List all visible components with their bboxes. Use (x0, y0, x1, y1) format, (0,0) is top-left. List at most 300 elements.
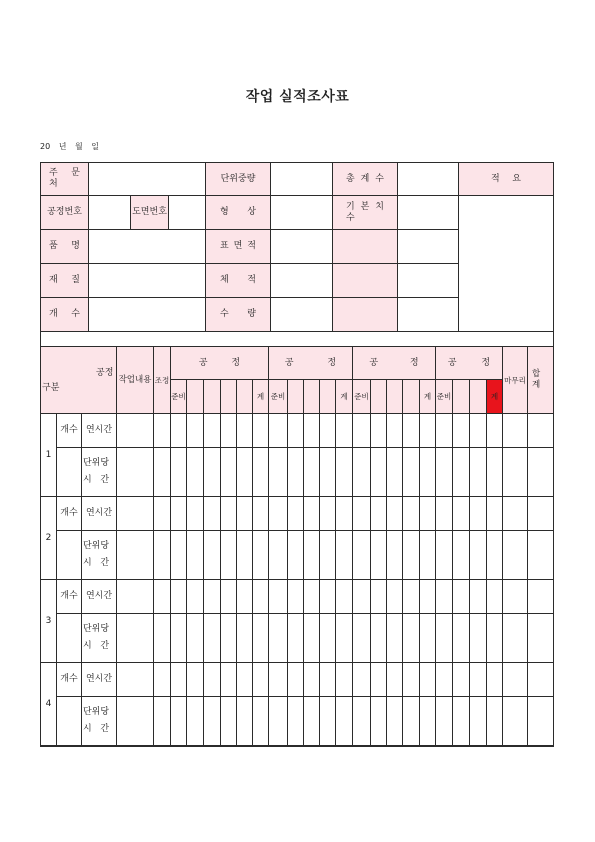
subtotal-column-header-text: 계 (423, 392, 432, 401)
process-group-header (268, 346, 353, 380)
label-cell-empty (332, 297, 398, 332)
corner-process-label: 공정 (96, 368, 114, 378)
label-surface-area-text: 표 면 적 (220, 241, 256, 251)
field-empty (397, 297, 459, 332)
entry-cell (268, 496, 288, 531)
label-cell-empty (332, 229, 398, 264)
field-shape (270, 195, 333, 230)
entry-cell (386, 662, 403, 697)
entry-cell (186, 413, 204, 448)
entry-cell (386, 496, 403, 531)
prep-column-header (435, 379, 453, 414)
label-remarks-text: 적 요 (491, 173, 521, 184)
entry-cell (335, 447, 353, 497)
count-label-text: 개수 (60, 674, 78, 684)
entry-cell (303, 530, 320, 580)
entry-cell (486, 447, 503, 497)
entry-cell (319, 579, 336, 614)
field-empty (397, 229, 459, 264)
step-column-header (303, 379, 320, 414)
total-time-label (81, 413, 117, 448)
label-item-name-text: 품 명 (49, 241, 80, 251)
row-group-number-text: 2 (45, 532, 52, 543)
entry-cell (252, 613, 269, 663)
count-label (56, 413, 82, 448)
field-empty (397, 263, 459, 298)
entry-cell (252, 696, 269, 746)
entry-cell (502, 579, 528, 614)
entry-cell (469, 413, 487, 448)
field-piece-count (88, 297, 206, 332)
entry-cell (452, 662, 470, 697)
entry-cell (153, 413, 171, 448)
field-remarks (458, 195, 554, 332)
entry-cell (220, 496, 237, 531)
entry-cell (153, 496, 171, 531)
step-column-header (220, 379, 237, 414)
count-label (56, 579, 82, 614)
prep-column-header (352, 379, 371, 414)
entry-cell (452, 530, 470, 580)
entry-cell (303, 579, 320, 614)
entry-cell (527, 496, 554, 531)
entry-cell (268, 662, 288, 697)
entry-cell (452, 413, 470, 448)
row-group-number (40, 579, 57, 663)
unit-time-line: 단위당 (82, 541, 110, 551)
label-item-name (40, 229, 89, 264)
entry-cell (502, 662, 528, 697)
entry-cell (170, 496, 187, 531)
label-unit-weight (205, 162, 271, 196)
entry-cell (116, 696, 154, 746)
entry-cell (435, 662, 453, 697)
entry-cell (335, 579, 353, 614)
entry-cell (319, 447, 336, 497)
entry-cell (469, 613, 487, 663)
entry-cell (469, 530, 487, 580)
entry-cell (303, 496, 320, 531)
entry-cell (370, 579, 387, 614)
entry-cell (386, 447, 403, 497)
entry-cell (236, 496, 253, 531)
total-time-label (81, 496, 117, 531)
entry-cell (527, 696, 554, 746)
entry-cell (386, 613, 403, 663)
entry-cell (370, 613, 387, 663)
unit-time-line: 시 간 (82, 558, 110, 568)
unit-time-line: 시 간 (82, 641, 110, 651)
field-drawing-no (168, 195, 206, 230)
header-work-content-text: 작업내용 (118, 374, 152, 385)
prep-column-header-text: 준비 (436, 392, 452, 401)
subtotal-column-header (486, 379, 503, 414)
header-finishing (502, 346, 528, 414)
label-volume (205, 263, 271, 298)
label-total-count-text: 총 계 수 (346, 173, 384, 184)
unit-time-label (81, 447, 117, 497)
entry-cell (335, 613, 353, 663)
entry-cell (419, 579, 436, 614)
count-blank-cell (56, 613, 82, 663)
entry-cell (352, 447, 371, 497)
count-label-text: 개수 (60, 591, 78, 601)
entry-cell (203, 447, 221, 497)
entry-cell (170, 613, 187, 663)
step-column-header (319, 379, 336, 414)
entry-cell (303, 613, 320, 663)
label-material (40, 263, 89, 298)
entry-cell (370, 696, 387, 746)
unit-time-text (83, 455, 109, 489)
step-column-header (186, 379, 204, 414)
entry-cell (386, 696, 403, 746)
label-cell-empty (332, 263, 398, 298)
entry-cell (469, 496, 487, 531)
entry-cell (170, 696, 187, 746)
row-group-number-text: 4 (45, 698, 52, 709)
total-time-label-text: 연시간 (85, 674, 113, 684)
entry-cell (486, 530, 503, 580)
entry-cell (335, 662, 353, 697)
entry-cell (186, 613, 204, 663)
entry-cell (352, 579, 371, 614)
label-unit-weight-text: 단위중량 (220, 173, 256, 184)
field-quantity (270, 297, 333, 332)
entry-cell (116, 447, 154, 497)
prep-column-header-text: 준비 (354, 392, 369, 401)
entry-cell (287, 579, 304, 614)
field-volume (270, 263, 333, 298)
entry-cell (153, 530, 171, 580)
unit-time-label (81, 696, 117, 746)
entry-cell (370, 496, 387, 531)
entry-cell (153, 447, 171, 497)
entry-cell (287, 696, 304, 746)
step-column-header (370, 379, 387, 414)
process-group-header (435, 346, 503, 380)
label-order-to (40, 162, 89, 196)
step-column-header (203, 379, 221, 414)
count-blank-cell (56, 696, 82, 746)
entry-cell (502, 496, 528, 531)
header-adjustment-text: 조정 (154, 375, 170, 385)
entry-cell (153, 613, 171, 663)
entry-cell (170, 579, 187, 614)
step-column-header (452, 379, 470, 414)
entry-cell (419, 530, 436, 580)
entry-cell (153, 662, 171, 697)
process-group-header-text: 공 정 (198, 357, 241, 368)
row-group-number-text: 1 (45, 449, 52, 460)
prep-column-header-text: 준비 (270, 392, 286, 401)
entry-cell (502, 447, 528, 497)
count-label (56, 496, 82, 531)
field-process-no (88, 195, 131, 230)
field-order-to (88, 162, 206, 196)
unit-time-label (81, 530, 117, 580)
label-process-no (40, 195, 89, 230)
entry-cell (370, 413, 387, 448)
field-item-name (88, 229, 206, 264)
entry-cell (435, 530, 453, 580)
entry-cell (402, 530, 420, 580)
entry-cell (186, 530, 204, 580)
entry-cell (170, 447, 187, 497)
count-blank-cell (56, 530, 82, 580)
entry-cell (352, 613, 371, 663)
entry-cell (527, 447, 554, 497)
entry-cell (186, 447, 204, 497)
unit-time-text (83, 621, 109, 655)
entry-cell (236, 613, 253, 663)
entry-cell (335, 496, 353, 531)
entry-cell (203, 496, 221, 531)
entry-cell (527, 413, 554, 448)
entry-cell (268, 579, 288, 614)
entry-cell (170, 530, 187, 580)
field-surface-area (270, 229, 333, 264)
entry-cell (319, 530, 336, 580)
unit-time-line: 시 간 (82, 475, 110, 485)
entry-cell (252, 530, 269, 580)
subtotal-column-header-text: 계 (490, 392, 499, 401)
subtotal-column-header (335, 379, 353, 414)
row-group-number-text: 3 (45, 615, 52, 626)
entry-cell (268, 413, 288, 448)
entry-cell (527, 530, 554, 580)
entry-cell (236, 530, 253, 580)
document-title: 작업 실적조사표 (245, 89, 350, 105)
entry-cell (220, 613, 237, 663)
entry-cell (486, 613, 503, 663)
label-piece-count-text: 개 수 (49, 309, 80, 319)
unit-time-line: 시 간 (82, 724, 110, 734)
entry-cell (352, 662, 371, 697)
group-divider-line (40, 745, 554, 747)
entry-cell (402, 662, 420, 697)
corner-category-label: 구분 (42, 383, 60, 393)
label-total-count (332, 162, 398, 196)
entry-cell (268, 447, 288, 497)
entry-cell (502, 413, 528, 448)
process-group-header (352, 346, 436, 380)
date-line: 20 년 월 일 (40, 142, 99, 151)
field-total-count (397, 162, 459, 196)
process-group-header (170, 346, 269, 380)
prep-column-header-text: 준비 (171, 392, 186, 401)
entry-cell (287, 662, 304, 697)
entry-cell (287, 530, 304, 580)
entry-cell (287, 447, 304, 497)
label-basic-dimension-text: 기 본 치 수 (346, 201, 384, 223)
entry-cell (419, 696, 436, 746)
entry-cell (435, 579, 453, 614)
subtotal-column-header-text: 계 (256, 392, 265, 401)
entry-cell (352, 496, 371, 531)
entry-cell (435, 613, 453, 663)
step-column-header (469, 379, 487, 414)
step-column-header (236, 379, 253, 414)
entry-cell (386, 530, 403, 580)
process-group-header-text: 공 정 (284, 357, 337, 368)
entry-cell (319, 496, 336, 531)
entry-cell (252, 662, 269, 697)
entry-cell (402, 579, 420, 614)
entry-cell (435, 447, 453, 497)
header-work-content (116, 346, 154, 414)
entry-cell (268, 696, 288, 746)
entry-cell (116, 496, 154, 531)
entry-cell (236, 579, 253, 614)
entry-cell (452, 496, 470, 531)
entry-cell (386, 579, 403, 614)
entry-cell (220, 579, 237, 614)
entry-cell (402, 496, 420, 531)
subtotal-column-header (252, 379, 269, 414)
entry-cell (236, 662, 253, 697)
subtotal-column-header-text: 계 (340, 392, 348, 401)
entry-cell (252, 447, 269, 497)
entry-cell (402, 413, 420, 448)
field-material (88, 263, 206, 298)
entry-cell (203, 662, 221, 697)
label-material-text: 재 질 (49, 275, 80, 285)
entry-cell (220, 662, 237, 697)
entry-cell (335, 413, 353, 448)
field-basic-dimension (397, 195, 459, 230)
process-group-header-text: 공 정 (447, 357, 491, 368)
entry-cell (486, 413, 503, 448)
entry-cell (268, 530, 288, 580)
header-grand-total-text: 합 계 (532, 369, 541, 390)
entry-cell (252, 579, 269, 614)
count-label-text: 개수 (60, 508, 78, 518)
label-shape (205, 195, 271, 230)
entry-cell (335, 530, 353, 580)
entry-cell (486, 579, 503, 614)
process-group-header-text: 공 정 (369, 357, 419, 368)
label-piece-count (40, 297, 89, 332)
entry-cell (116, 579, 154, 614)
label-remarks (458, 162, 554, 196)
label-shape-text: 형 상 (220, 207, 256, 217)
entry-cell (287, 413, 304, 448)
entry-cell (335, 696, 353, 746)
entry-cell (252, 413, 269, 448)
total-time-label (81, 662, 117, 697)
entry-cell (153, 579, 171, 614)
unit-time-label (81, 613, 117, 663)
row-group-number (40, 413, 57, 497)
entry-cell (527, 662, 554, 697)
entry-cell (352, 530, 371, 580)
entry-cell (469, 662, 487, 697)
entry-cell (268, 613, 288, 663)
entry-cell (203, 696, 221, 746)
subtotal-column-header (419, 379, 436, 414)
step-column-header (287, 379, 304, 414)
entry-cell (435, 496, 453, 531)
label-quantity-text: 수 량 (220, 309, 256, 319)
step-column-header (402, 379, 420, 414)
entry-cell (116, 662, 154, 697)
label-process-no-text: 공정번호 (47, 207, 82, 217)
entry-cell (352, 413, 371, 448)
entry-cell (419, 496, 436, 531)
entry-cell (402, 447, 420, 497)
entry-cell (186, 496, 204, 531)
entry-cell (502, 696, 528, 746)
entry-cell (452, 447, 470, 497)
entry-cell (319, 696, 336, 746)
entry-cell (303, 662, 320, 697)
unit-time-line: 단위당 (82, 707, 110, 717)
total-time-label-text: 연시간 (85, 425, 113, 435)
category-process-corner (40, 346, 117, 414)
unit-time-text (83, 538, 109, 572)
entry-cell (220, 696, 237, 746)
unit-time-line: 단위당 (82, 458, 110, 468)
entry-cell (236, 413, 253, 448)
entry-cell (287, 613, 304, 663)
count-label-text: 개수 (60, 425, 78, 435)
label-order-to-text: 주 문 처 (49, 168, 80, 189)
entry-cell (452, 613, 470, 663)
entry-cell (402, 613, 420, 663)
entry-cell (236, 696, 253, 746)
entry-cell (486, 662, 503, 697)
prep-column-header (170, 379, 187, 414)
row-group-number (40, 662, 57, 746)
entry-cell (116, 413, 154, 448)
unit-time-line: 단위당 (82, 624, 110, 634)
header-finishing-text: 마무리 (504, 375, 526, 385)
entry-cell (452, 696, 470, 746)
entry-cell (319, 613, 336, 663)
entry-cell (502, 613, 528, 663)
entry-cell (419, 413, 436, 448)
label-volume-text: 체 적 (220, 275, 256, 285)
entry-cell (203, 613, 221, 663)
entry-cell (303, 447, 320, 497)
entry-cell (527, 579, 554, 614)
entry-cell (486, 496, 503, 531)
entry-cell (203, 579, 221, 614)
entry-cell (386, 413, 403, 448)
entry-cell (419, 662, 436, 697)
entry-cell (220, 413, 237, 448)
entry-cell (186, 579, 204, 614)
header-adjustment (153, 346, 171, 414)
entry-cell (203, 413, 221, 448)
entry-cell (186, 696, 204, 746)
entry-cell (435, 696, 453, 746)
step-column-header (386, 379, 403, 414)
entry-cell (452, 579, 470, 614)
prep-column-header (268, 379, 288, 414)
entry-cell (236, 447, 253, 497)
entry-cell (220, 530, 237, 580)
count-blank-cell (56, 447, 82, 497)
label-drawing-no-text: 도면번호 (132, 207, 167, 217)
entry-cell (252, 496, 269, 531)
entry-cell (486, 696, 503, 746)
entry-cell (170, 413, 187, 448)
entry-cell (303, 413, 320, 448)
entry-cell (153, 696, 171, 746)
entry-cell (469, 696, 487, 746)
